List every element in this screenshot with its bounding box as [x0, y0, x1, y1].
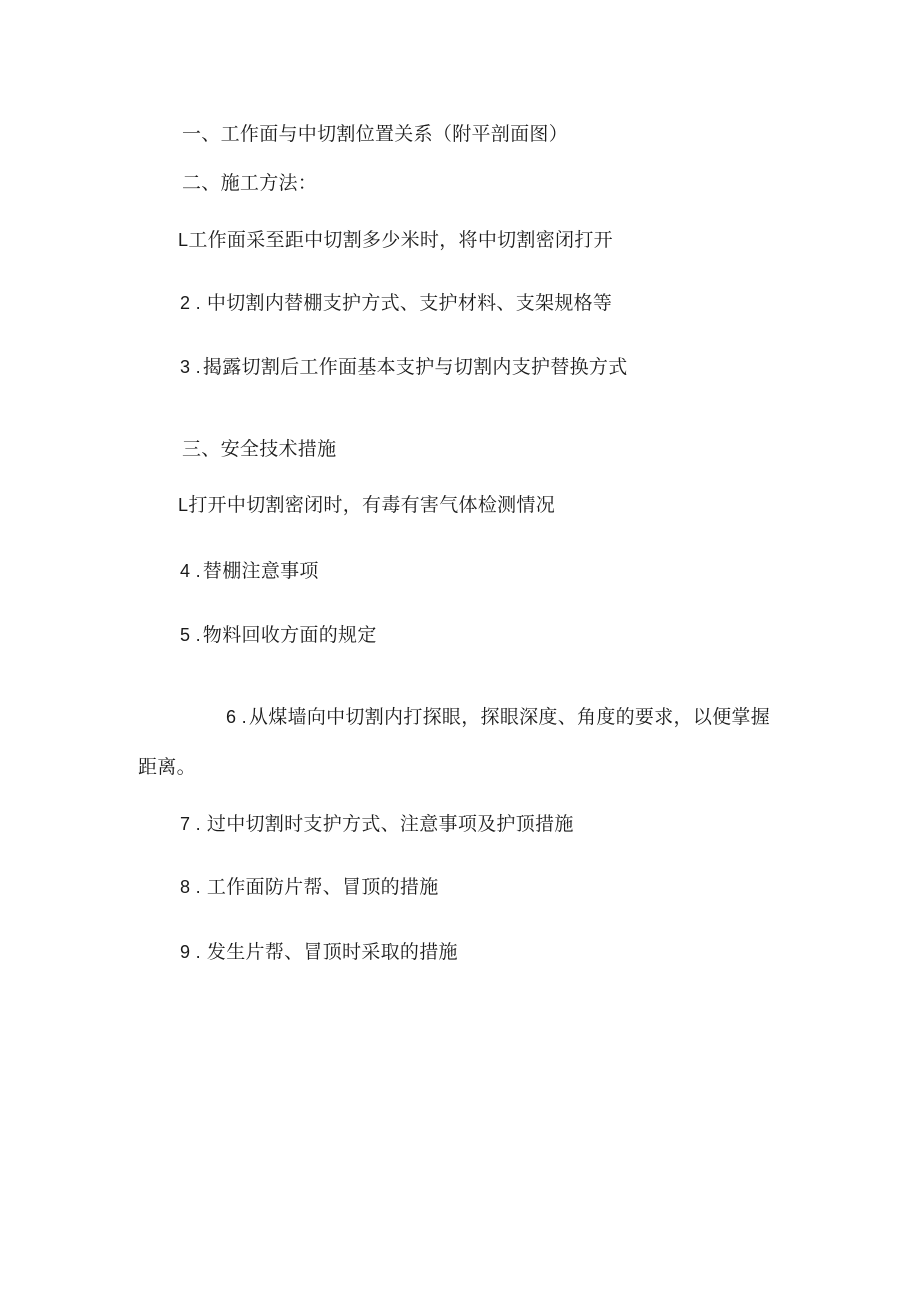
- item-text: 发生片帮、冒顶时采取的措施: [206, 941, 458, 963]
- item-text: 揭露切割后工作面基本支护与切割内支护替换方式: [202, 356, 628, 378]
- item-number: 5 .: [180, 625, 201, 645]
- list-item: [180, 876, 439, 898]
- item-number: 3 .: [180, 357, 201, 377]
- item-number: 8 .: [180, 877, 201, 897]
- list-item: [180, 560, 319, 582]
- list-item: [180, 813, 574, 835]
- item-number: 6 .: [226, 707, 247, 727]
- item-text: 从煤墙向中切割内打探眼，探眼深度、角度的要求，以便掌握距离。: [138, 706, 771, 778]
- item-number: 4 .: [180, 561, 201, 581]
- item-text: 中切割内替棚支护方式、支护材料、支架规格等: [206, 292, 613, 314]
- list-item: [178, 494, 555, 516]
- item-number: 7 .: [180, 814, 201, 834]
- list-item: [180, 356, 628, 378]
- heading-text: 二、施工方法：: [182, 172, 318, 194]
- section-heading-3: [182, 438, 336, 460]
- list-item: [180, 624, 377, 646]
- item-text: 打开中切割密闭时，有毒有害气体检测情况: [188, 494, 556, 516]
- item-text: 替棚注意事项: [202, 560, 319, 582]
- item-number: L: [178, 230, 189, 250]
- list-item-wrapped: [138, 692, 778, 792]
- item-text: 工作面防片帮、冒顶的措施: [206, 876, 439, 898]
- heading-text: 三、安全技术措施: [182, 438, 337, 460]
- list-item: [178, 229, 613, 251]
- item-number: 2 .: [180, 293, 201, 313]
- item-text: 过中切割时支护方式、注意事项及护顶措施: [206, 813, 574, 835]
- item-number: L: [178, 495, 189, 515]
- item-text: 工作面采至距中切割多少米时，将中切割密闭打开: [188, 229, 613, 251]
- section-heading-1: [182, 123, 568, 145]
- heading-text: 一、工作面与中切割位置关系（附平剖面图）: [182, 123, 569, 145]
- list-item: [180, 292, 612, 314]
- section-heading-2: [182, 172, 317, 194]
- list-item: [180, 941, 458, 963]
- item-number: 9 .: [180, 942, 201, 962]
- item-text: 物料回收方面的规定: [202, 624, 377, 646]
